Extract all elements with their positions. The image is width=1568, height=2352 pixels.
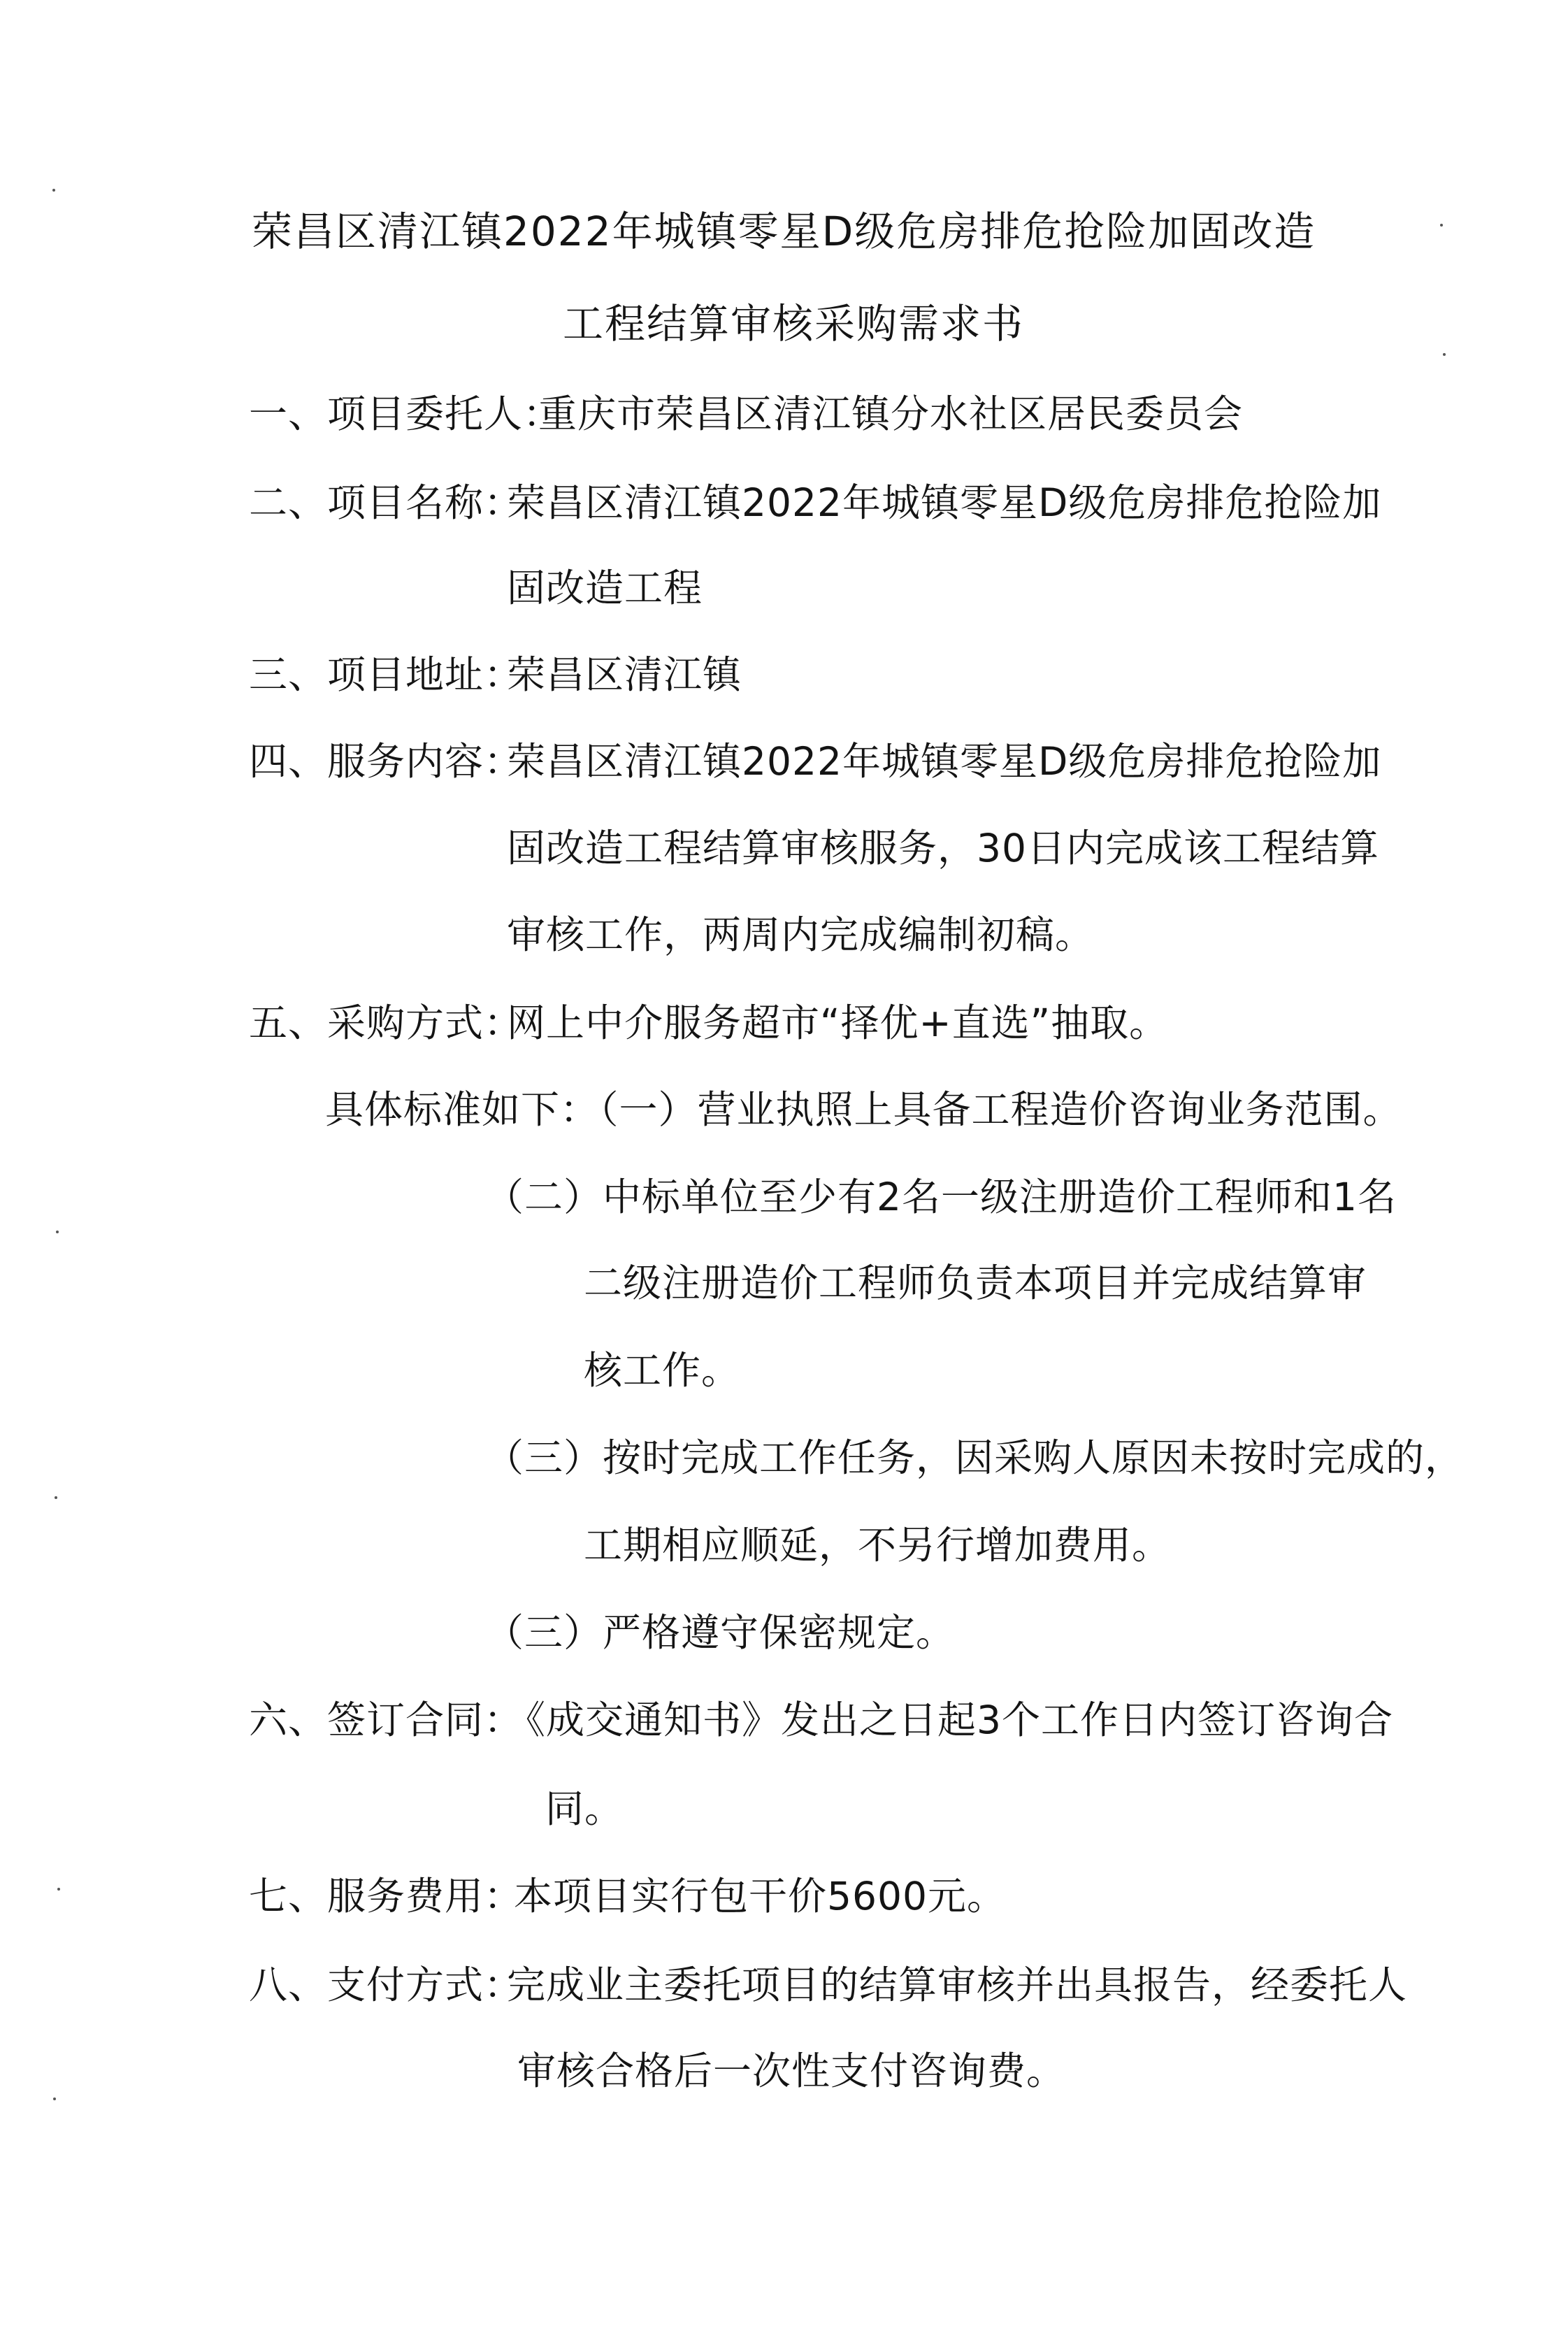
document-title-line-1: 荣昌区清江镇2022年城镇零星D级危房排危抢险加固改造 <box>252 208 1316 255</box>
item-label-7: 七、服务费用： <box>249 1874 524 1919</box>
standard-3-line-2: 工期相应顺延，不另行增加费用。 <box>584 1523 1172 1568</box>
item-text-2-line-1: 荣昌区清江镇2022年城镇零星D级危房排危抢险加 <box>507 480 1382 525</box>
item-label-1: 一、项目委托人： <box>249 392 563 436</box>
item-text-5-line-1: 网上中介服务超市“择优+直选”抽取。 <box>507 1001 1169 1045</box>
item-text-3-line-1: 荣昌区清江镇 <box>507 652 742 697</box>
item-label-8: 八、支付方式： <box>249 1963 524 2007</box>
item-label-2: 二、项目名称： <box>249 480 524 525</box>
standard-2-line-2: 二级注册造价工程师负责本项目并完成结算审 <box>584 1261 1367 1305</box>
document-title-line-2: 工程结算审核采购需求书 <box>563 300 1025 347</box>
scan-speck <box>52 189 55 192</box>
item-label-6: 六、签订合同： <box>249 1698 524 1742</box>
scan-speck <box>56 1231 59 1233</box>
standards-intro: 具体标准如下：（一）营业执照上具备工程造价咨询业务范围。 <box>325 1087 1402 1132</box>
item-text-2-line-2: 固改造工程 <box>507 566 703 610</box>
item-label-5: 五、采购方式： <box>249 1001 524 1045</box>
item-label-4: 四、服务内容： <box>249 739 524 784</box>
item-label-3: 三、项目地址： <box>249 652 524 697</box>
standard-2-line-1: （二）中标单位至少有2名一级注册造价工程师和1名 <box>485 1175 1397 1219</box>
item-text-1-line-1: 重庆市荣昌区清江镇分水社区居民委员会 <box>538 392 1244 436</box>
item-text-8-line-2: 审核合格后一次性支付咨询费。 <box>517 2049 1066 2093</box>
item-text-6-line-2: 同。 <box>545 1786 624 1831</box>
scan-speck <box>1443 353 1446 356</box>
scan-speck <box>53 2098 56 2100</box>
item-text-8-line-1: 完成业主委托项目的结算审核并出具报告，经委托人 <box>507 1963 1408 2007</box>
scan-speck <box>55 1496 57 1499</box>
item-text-4-line-3: 审核工作，两周内完成编制初稿。 <box>507 912 1095 957</box>
standard-3-line-1: （三）按时完成工作任务，因采购人原因未按时完成的， <box>485 1435 1465 1480</box>
item-text-4-line-1: 荣昌区清江镇2022年城镇零星D级危房排危抢险加 <box>507 739 1382 784</box>
standard-4-line-1: （三）严格遵守保密规定。 <box>485 1610 956 1655</box>
standard-2-line-3: 核工作。 <box>584 1348 741 1393</box>
scan-speck <box>1440 224 1443 227</box>
scan-speck <box>57 1888 60 1891</box>
item-text-7-line-1: 本项目实行包干价5600元。 <box>514 1874 1006 1919</box>
item-text-6-line-1: 《成交通知书》发出之日起3个工作日内签订咨询合 <box>507 1698 1393 1742</box>
item-text-4-line-2: 固改造工程结算审核服务，30日内完成该工程结算 <box>507 826 1379 870</box>
